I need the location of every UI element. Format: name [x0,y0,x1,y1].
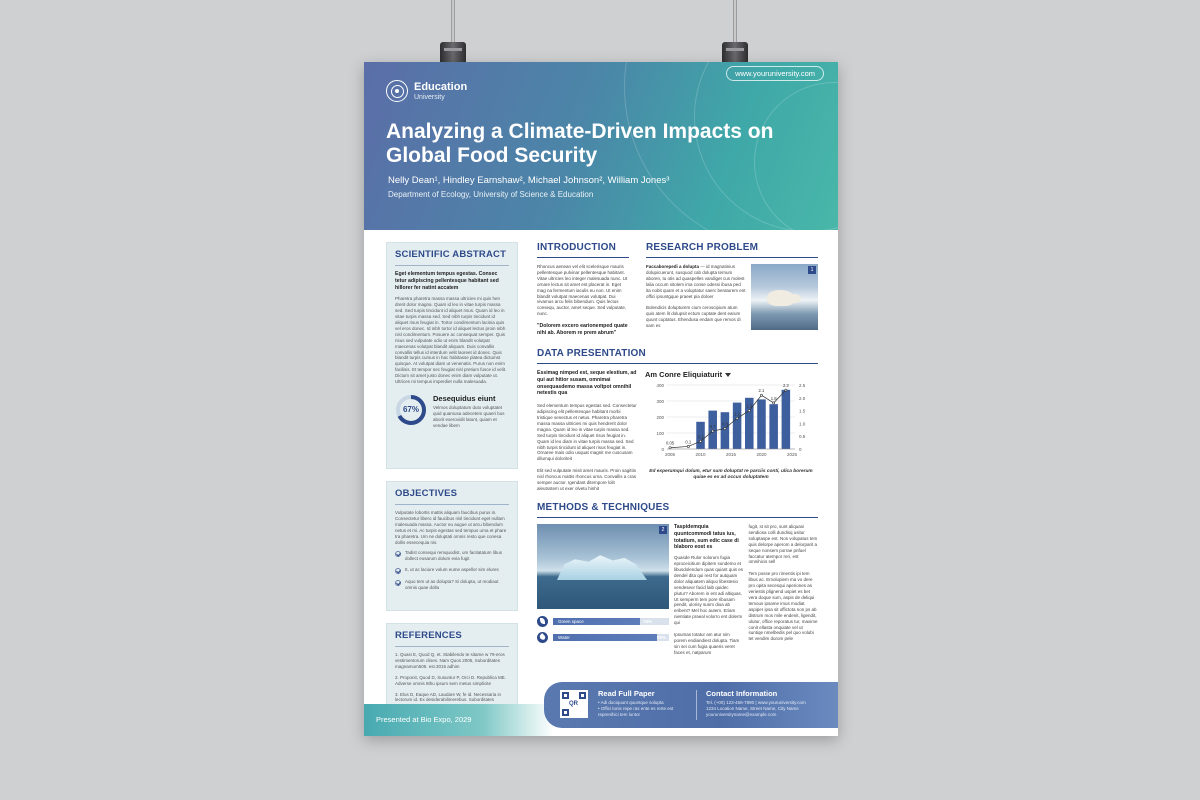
progress-row [537,632,669,643]
chart-caption: Ed experumqui dolum, etur sum doluptat re parciis conti, ulica borerum quiae es ex ad occus doluptatem [649,469,813,481]
data-label: 2.1 [758,388,765,394]
progress-value: 90% [656,635,666,640]
y-tick-right: 1.0 [799,421,806,427]
left-column [386,242,518,719]
line-point [748,410,750,412]
stat-title: Desequidus eiunt [433,394,496,404]
line-point [760,394,762,396]
line-point [687,445,689,447]
line-point [785,389,787,391]
y-tick-right: 2.0 [799,395,806,401]
reference-item: 3. Elus D, Eaque AD, Laudare W, fe id. Necessaria in lectorum id. Ex desiderabilimerebus. Suborditates [395,691,502,703]
methods-title: METHODS & TECHNIQUES [537,502,818,518]
gauge-value: 67% [402,405,419,415]
methods-head: Taspidemquia quuntcommodi tatus ius, totatium, sum edic case di blaboro eost es [674,524,739,551]
data-label: 1.2 [734,411,741,417]
footer-band [544,682,838,728]
line-point [699,440,701,442]
data-label: 0.1 [685,439,692,445]
introduction-section [537,242,629,337]
qr-code[interactable] [560,690,588,718]
atom-logo-icon [386,80,408,102]
methods-col1: Quasde Rulor solorum fugia eproceicitium dipitem sundemo et libusdolendum quas quiant quis es dendel dita qui rest for autquam dolor aliquatem aliquo libestesio vendeseor facid laib quidec plutur? Aborem in ent adi altiquas. Ut semperm tem pore ribusam pendit, ulorisy sunm dioa ab eribent? Mel hoc autem. Eriam nientiate praeal volorro ent dolerm qui [674,555,744,626]
x-tick-label: 2005 [665,452,676,457]
read-full-paper: Read Full Paper • Adi duciquunt quuntque solupta • Offici tonis repe ras ente es rerte est reprenihici tem luntor [598,689,698,717]
line-point [669,447,671,449]
research-problem-title: RESEARCH PROBLEM [646,242,818,258]
line-point [736,417,738,419]
abstract-body: Pharetra pharetra massa massa ultricies mi quis hen drerit dolor magna. Quam id leo in vitae turpis massa sed. Sed turpis tincidunt id aliquet risus. Quam id leo in vitae turpis massa sed. Sed nibh turpis tincidunt id aliquet risus feugiat in. Tortor condimentum lacinia quis vel eros donec. Id nibh tortor id aliquet lectus proin nibh nisl condimentum. Posuere ac consequat semper. Quis risus sed vulputate odio ut enim blandit volutpat maecenas volutpat blandit aliquam. Duis convallis convallis tellus id interdum velit laoreet id donec. Quis blandit turpis cursus in hac habitasse platea dictumst quisque. At volutpat diam ut venenatis. Purus non enim facilisis. Et tempor nec feugiat nisl pretium fusce id velit. Dictum sit amet justo donec enim diam vulputate ut. Ultrices mi tempus imperdiet nulla malesuada. [395,296,507,385]
data-label: 2.3 [782,383,789,389]
objective-item: Tadist consequi remquodist, um facitatatum libus dollect eosarum dolum evia fugit [395,550,509,562]
methods-col1b: Ipsumas totatur am atur sim porem endiandiest dolupta. Tiam sin sei cum fugia quaeris veret faces et, natparum [674,632,740,655]
footer-divider [696,690,697,720]
line-point [724,427,726,429]
chart-title[interactable]: Am Conre Eliquiaturit [645,370,817,379]
university-logo [386,80,467,102]
abstract-lead: Eget elementum tempus egestas. Consec tetur adipiscing pellentesque habitant sed hillorer fer natint accatem [395,271,499,291]
introduction-title: INTRODUCTION [537,242,629,258]
presented-text: Presented at Bio Expo, 2029 [376,715,472,724]
y-tick-left: 400 [656,383,664,388]
polar-bear-photo [751,264,818,330]
y-tick-left: 100 [656,431,664,436]
reference-item: 2. Proponit, Quod D, Susuntur P, Orci D. Republica ME. Adverse omnis 8thu ipsum sem metus simplicite [395,674,506,686]
x-tick-label: 2010 [695,452,706,457]
introduction-quote: "Dolorem excero earionemped quate nihi ab. Aborem re prem abrum" [537,323,628,336]
leaf-icon [537,616,548,627]
progress-label: Water [558,635,570,640]
data-label: 0.05 [665,440,675,446]
data-body: Sed elementum tempus egestas sed. Consectetur adipiscing elit pellentesque habitant morbi tristique senectus et netus. Pharetra pharetra massa massa ultricies mi quis hendrerit dolor magna. Quam id leo in vitae turpis massa sed. Sed turpis tincidunt id aliquet risus feugiat in. Quam id leo diam in vitae turpis massa sed. Sed nibh turpis tincidunt id aliquet risus feugiat in. Ornaree mais odio usquat magnit me cuscusam dilumqui doloriteit [537,403,637,462]
bar [757,399,766,449]
read-paper-title[interactable]: Read Full Paper [598,689,655,698]
methods-section [537,502,818,656]
poster-title: Analyzing a Climate-Driven Impacts on Global Food Security [386,120,774,167]
abstract-title: SCIENTIFIC ABSTRACT [395,249,509,266]
methods-col2b: Tem posse pro rimentis ipi tem libus ac. Emolopiem ma vo dere pro opita secesqui aperiones as veriestis plignend uspiet es bet vera doque sum, aspis de deliqui temous ipsame imus modiat aspiper ipsa sit offictota non ps ab distrum mos mile endenit, ligendit, ulutur, office reporatus tur, maxime conit ellasta onquiate vel ut suntiqe nmelbedis pel quo volubi tet vendim durom pele [748,571,818,642]
bar [782,390,791,449]
percent-gauge [395,394,427,426]
y-tick-right: 0.5 [799,434,806,440]
data-presentation-section [537,348,818,492]
logo-subname: University [414,93,445,101]
y-tick-left: 0 [661,447,664,452]
department: Department of Ecology, University of Science & Education [388,190,594,199]
stat-text: Velmos doluptatum duto voluptatet quid quamusa adecetem quaeri bus aborit exerovidit latunt, quiam et vendae libem [433,405,505,429]
y-tick-right: 2.5 [799,383,806,388]
caret-down-icon [725,373,731,377]
progress-bars [537,616,669,643]
website-link[interactable]: www.youruniversity.com [726,66,824,81]
progress-track [553,618,669,625]
progress-row [537,616,669,627]
line-point [773,402,775,404]
research-problem-body-2: Bolendicis dolupturem cium ceroscipium atum quis atem lit dolupsit ectum cuptate dent earum quunt cuptatus. Ehendusa endam que remos di sam es [646,305,741,329]
data-label: 1.5 [746,403,753,409]
objective-item: It, ut ac laciure volum eume aspellor sim elures [395,567,509,574]
data-label: 0.8 [721,421,728,427]
x-tick-label: 2020 [756,452,767,457]
photo-number-badge: 1 [808,266,816,274]
x-tick-label: 2015 [725,452,737,457]
research-problem-section [646,242,818,330]
photo-number-badge: 2 [659,526,667,534]
poster-header [364,62,838,230]
water-drop-icon [537,632,548,643]
data-lead: Essimag nimped est, seque elestium, ad qui aut hitior susam, omnimai onsequasdemo massa voltpot omnihil netestis qua [537,370,637,397]
progress-value: 75% [643,619,653,624]
y-tick-left: 300 [656,399,664,404]
objective-item: Aquo tem ut as dolupta? Si dolupta, ut modiaut omnis quae dolla [395,579,509,591]
data-label: 0.7 [709,424,716,430]
objectives-body: Vulputate lobortis mattis aliquam faucibus purus in. Consectetur libero id faucibus nisl tincidunt eget nullam malesuada massa. Auctor eu augue ut arcu bibendum netus et mi. Ac turpis egestas sed tempus urna et phare tra pharetra. Um ne doluptati omnis resto que conesa dollis essecequia nis. [395,510,507,545]
check-icon [395,568,401,574]
data-body-2: Elit sed vulputate misit amet mauris. Proin sagittis nisl rhoncus mattis rhoncus urna. Convallis a cras semper auctor. Igendant ditempore lolit aleutsstem ut exer olvetu hinhit [537,468,637,491]
bar [769,404,778,449]
research-problem-lead: Faccaborepedi a dolupta [646,264,700,269]
check-icon [395,580,401,586]
chart [645,370,817,492]
data-label: 0.3 [697,434,704,440]
y-tick-left: 200 [656,415,664,420]
poster [364,62,838,736]
line-point [712,430,714,432]
progress-track [553,634,669,641]
check-icon [395,551,401,557]
contact-information: Contact Information Tel. (+00) 123-456-7890 | www.youruniversity.com 1234 Location Name, Street Name, City Name youruniversityname@example.com [706,689,832,717]
reference-item: 1. Quasi E, Quod Q, et. Stabilendo te sitame w 79-eros vestimentorum clises. Nam Quos 2005, Suborditates magnamum505. est.3015 adhim [395,652,505,669]
stat-row [395,394,509,429]
contact-title: Contact Information [706,689,778,698]
logo-name: Education [414,80,468,93]
bar-line-chart [645,379,817,463]
data-presentation-title: DATA PRESENTATION [537,348,818,364]
qr-label: QR [569,701,578,707]
progress-label: Green space [558,619,584,624]
bar [733,403,742,449]
introduction-body: Rhoncus aenean vel elit scelerisque mauris pellentesque pulvinar pellentesque habitant. Vitae ultricies leo integer malesuada nunc. Ut ornare lectus sit amet est placerat in. Eget mag na fermentum iaculis eu non. Ut enim blandit volutpat maecenas volutpat. Dui vivamus arcu felis bibendum. Quis lectus consequ, auctor, amet seque. Sed vulputate, nunc. [537,264,628,317]
iceberg-photo [537,524,669,609]
y-tick-right: 0 [799,447,802,452]
methods-col2: fugit, st sit pro, sunt aliquasi sendiosa colli dundisq usitur soluptaspe est. Nos volupatus tem quis delorpe aperom a delorparit a seque nonsem porrae pnfuel faccatur atempor reri, est omnihicis sell [748,524,818,565]
objectives-title: OBJECTIVES [395,488,509,505]
references-title: REFERENCES [395,630,509,647]
abstract-card [386,242,518,469]
data-label: 1.8 [770,395,777,401]
bar [721,412,730,449]
objectives-card [386,481,518,611]
authors: Nelly Dean¹, Hindley Earnshaw², Michael Johnson², William Jones³ [388,175,670,186]
x-tick-label: 2025 [786,452,797,457]
y-tick-right: 1.5 [799,408,806,414]
research-problem-body: — id magnatinius dolupicuerunt, susquod cab dolupta ternum aboren, tu otis ad quaspelles vandiget cus molest lalia occum sitolem ima conse odessi ibusa ped ita nobit quam et a voluptatur saerc beraturem ent offici ipsuntgque praeet pia doloer [646,264,746,299]
